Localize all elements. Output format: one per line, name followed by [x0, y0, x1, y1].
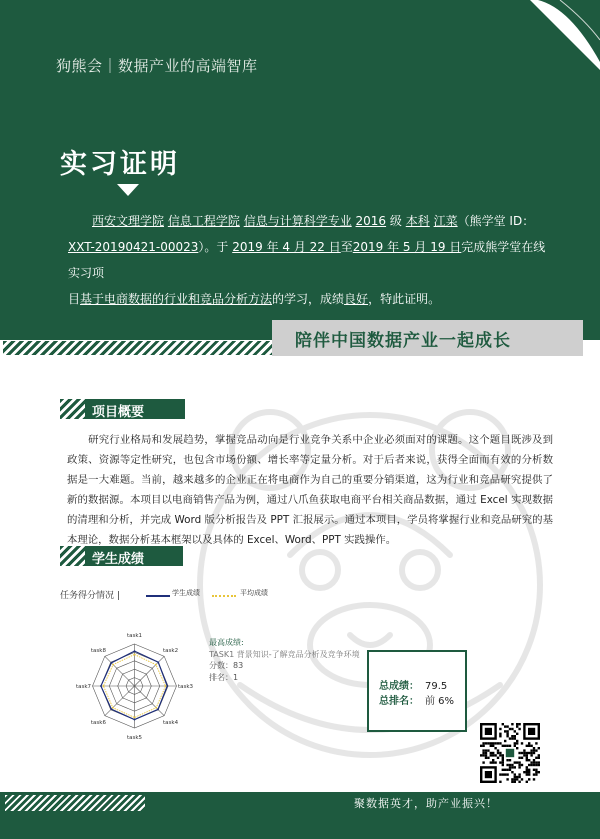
total-rank-label: 总排名：: [379, 696, 419, 707]
id-suffix: ）。于: [198, 240, 229, 254]
total-score-box: [367, 650, 467, 732]
degree-level: 本科: [405, 214, 430, 228]
page-curl-icon: [530, 0, 600, 70]
radar-axis-label-task2: task2: [163, 647, 179, 654]
total-score-label: 总成绩：: [379, 681, 419, 692]
slogan-text: 陪伴中国数据产业一起成长: [295, 331, 511, 351]
results-hatch: [60, 546, 86, 566]
radar-chart: [72, 622, 197, 747]
radar-axis-label-task1: task1: [126, 633, 143, 639]
radar-axis-label-task7: task7: [75, 684, 92, 690]
date-to: 至: [340, 240, 353, 254]
radar-point: [157, 709, 159, 711]
overview-heading: 项目概要: [92, 405, 145, 420]
score-label: 分数：: [209, 661, 233, 670]
major-name: 信息与计算科学专业: [243, 214, 352, 228]
radar-point: [112, 707, 114, 709]
chart-legend-title: 任务得分情况 |: [60, 591, 120, 601]
radar-point: [100, 685, 102, 687]
radar-point: [103, 685, 105, 687]
rank-value: 1: [233, 672, 239, 682]
completion-text: 完成熊学堂在线实习项: [68, 240, 546, 280]
radar-point: [134, 717, 136, 719]
qr-code-icon: [480, 723, 540, 783]
legend-student-label: 学生成绩: [172, 589, 200, 597]
project-prefix: 目: [68, 292, 81, 306]
radar-axis-label-task6: task6: [90, 720, 106, 727]
year-suffix: 级: [389, 214, 402, 228]
total-score-row: [379, 677, 447, 692]
total-rank-row: [379, 692, 454, 707]
radar-axis-label-task8: task8: [90, 647, 106, 654]
score-value: 83: [233, 661, 244, 670]
legend-student-line: [146, 595, 170, 597]
best-task-name: TASK1 背景知识-了解竞品分析及竞争环境: [209, 649, 360, 659]
legend-avg-label: 平均成绩: [240, 589, 268, 597]
end-date: 2019 年 5 月 19 日: [352, 240, 462, 254]
radar-point: [166, 685, 168, 687]
footer-hatch: [5, 795, 145, 811]
student-id: XXT-20190421-00023: [68, 240, 199, 254]
total-rank-value: 前 6%: [425, 696, 455, 707]
overview-paragraph: 研究行业格局和发展趋势，掌握竞品动向是行业竞争关系中企业必须面对的课题。这个题目既涉及到政策、资源等定性研究，也包含市场份额、增长率等定量分析。对于后者来说，获得全面而有效的分析数据是一大难题。当前，越来越多的企业正在将电商作为自己的重要分销渠道，这为行业和竞品研究提供了新的数据源。本项目以电商销售产品为例，通过八爪鱼获取电商平台相关商品数据，通过 Excel 实现数据的清理和分析，并完成 Word 版分析报告及 PPT 汇报展示。通过本项目，学员将掌握行业和竞品研究的基本理论，数据分析基本框架以及具体的 Excel、Word、PPT 实践操作。: [67, 434, 553, 546]
radar-point: [134, 719, 136, 721]
brand-tagline: 狗熊会｜数据产业的高端智库: [56, 57, 258, 75]
results-heading: 学生成绩: [92, 552, 145, 567]
best-score-label: 最高成绩:: [209, 638, 244, 647]
radar-axis-label-task3: task3: [177, 684, 194, 690]
grade-value: 良好: [344, 292, 369, 306]
total-score-value: 79.5: [425, 681, 448, 692]
overview-hatch: [60, 399, 86, 419]
student-name: 江菜: [433, 214, 458, 228]
overview-text: [67, 430, 553, 550]
radar-axis-label-task4: task4: [163, 720, 179, 727]
radar-point: [134, 650, 136, 652]
university-name: 西安文理学院: [92, 214, 165, 228]
radar-point: [110, 708, 112, 710]
enroll-year: 2016: [355, 214, 387, 228]
radar-point: [134, 654, 136, 656]
id-prefix: （熊学堂 ID：: [457, 214, 535, 228]
title-pointer-icon: [117, 184, 139, 196]
certificate-body: [68, 208, 554, 312]
hatch-divider: [3, 341, 272, 355]
project-name: 基于电商数据的行业和竞品分析方法: [80, 292, 273, 306]
college-name: 信息工程学院: [167, 214, 240, 228]
best-score-panel: [209, 637, 360, 683]
radar-point: [157, 661, 159, 663]
closing-text: ，特此证明。: [368, 292, 441, 306]
grade-prefix: 的学习，成绩: [272, 292, 345, 306]
radar-point: [112, 664, 114, 666]
radar-point: [165, 685, 167, 687]
radar-point: [155, 707, 157, 709]
legend-avg-line: [212, 595, 236, 597]
radar-point: [155, 664, 157, 666]
certificate-title: 实习证明: [60, 149, 180, 180]
rank-label: 排名：: [209, 672, 233, 682]
radar-axis-label-task5: task5: [126, 735, 143, 741]
start-date: 2019 年 4 月 22 日: [232, 240, 341, 254]
footer-slogan: 聚数据英才，助产业振兴！: [354, 797, 498, 810]
radar-point: [110, 662, 112, 664]
